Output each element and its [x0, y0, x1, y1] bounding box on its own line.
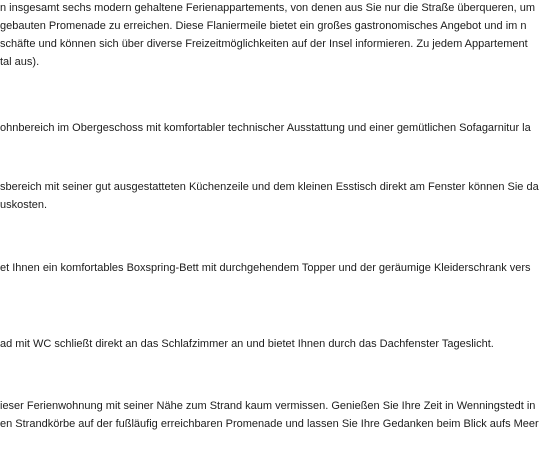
kitchen-area-text-line-2: uskosten.: [0, 199, 48, 211]
closing-text-line-1: ieser Ferienwohnung mit seiner Nähe zum Strand kaum vermissen. Genießen Sie Ihre Zeit in Wenningstedt in: [0, 400, 536, 412]
intro-text-line-2: gebauten Promenade zu erreichen. Diese Flaniermeile bietet ein großes gastronomisches Angebot und im n: [0, 20, 527, 32]
intro-text-line-1: n insgesamt sechs modern gehaltene Ferienappartements, von denen aus Sie nur die Straße überqueren, um: [0, 2, 536, 14]
living-area-text: ohnbereich im Obergeschoss mit komfortabler technischer Ausstattung und einer gemütlichen Sofagarnitur la: [0, 122, 531, 134]
intro-text-line-4: tal aus).: [0, 56, 40, 68]
kitchen-area-text-line-1: sbereich mit seiner gut ausgestatteten Küchenzeile und dem kleinen Esstisch direkt am Fenster können Sie da: [0, 181, 539, 193]
closing-text-line-2: en Strandkörbe auf der fußläufig erreichbaren Promenade und lassen Sie Ihre Gedanken beim Blick aufs Meer: [0, 418, 539, 430]
intro-text-line-3: schäfte und können sich über diverse Freizeitmöglichkeiten auf der Insel informieren. Zu jedem Appartement: [0, 38, 528, 50]
bedroom-text: et Ihnen ein komfortables Boxspring-Bett mit durchgehendem Topper und der geräumige Kleiderschrank vers: [0, 262, 531, 274]
bathroom-text: ad mit WC schließt direkt an das Schlafzimmer an und bietet Ihnen durch das Dachfenster Tageslicht.: [0, 338, 494, 350]
